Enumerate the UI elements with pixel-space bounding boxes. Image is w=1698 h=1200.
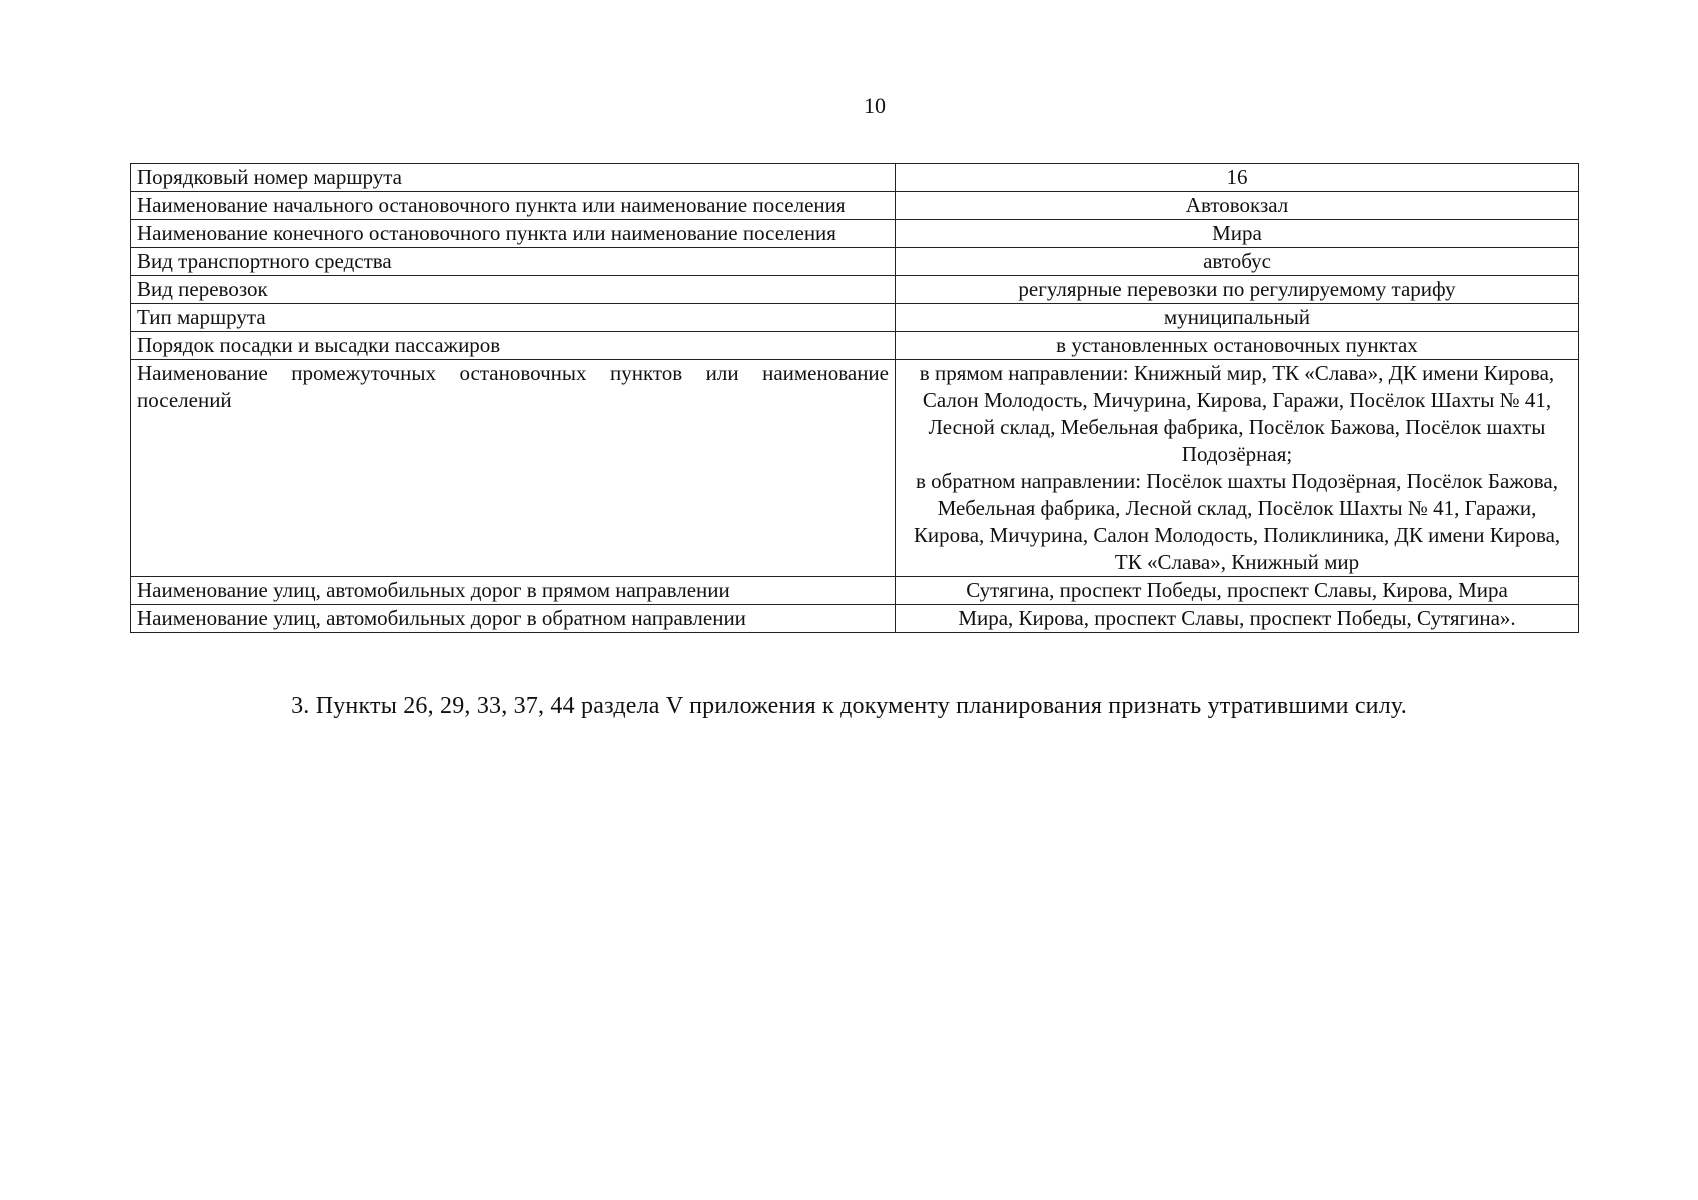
row-label-route-type: Тип маршрута xyxy=(131,304,896,332)
row-label-streets-reverse: Наименование улиц, автомобильных дорог в обратном направлении xyxy=(131,605,896,633)
row-value-route-type: муниципальный xyxy=(896,304,1579,332)
row-label-intermediate-stops: Наименование промежуточных остановочных пунктов или наименование поселений xyxy=(131,360,896,577)
row-label-streets-forward: Наименование улиц, автомобильных дорог в прямом направлении xyxy=(131,577,896,605)
table-row-streets-reverse xyxy=(131,605,1579,633)
route-passport-table xyxy=(130,163,1579,633)
row-label-route-number: Порядковый номер маршрута xyxy=(131,164,896,192)
row-value-transport-kind: регулярные перевозки по регулируемому тарифу xyxy=(896,276,1579,304)
table-row-intermediate-stops xyxy=(131,360,1579,577)
row-label-start-stop: Наименование начального остановочного пункта или наименование поселения xyxy=(131,192,896,220)
row-label-end-stop: Наименование конечного остановочного пункта или наименование поселения xyxy=(131,220,896,248)
intermediate-stops-forward: в прямом направлении: Книжный мир, ТК «Слава», ДК имени Кирова, Салон Молодость, Мичурина, Кирова, Гаражи, Посёлок Шахты № 41, Лесной склад, Мебельная фабрика, Посёлок Бажова, Посёлок шахты Подозёрная; xyxy=(919,361,1555,466)
table-row-boarding-order xyxy=(131,332,1579,360)
row-label-boarding-order: Порядок посадки и высадки пассажиров xyxy=(131,332,896,360)
row-value-end-stop: Мира xyxy=(896,220,1579,248)
intermediate-stops-reverse: в обратном направлении: Посёлок шахты Подозёрная, Посёлок Бажова, Мебельная фабрика, Лесной склад, Посёлок Шахты № 41, Гаражи, Кирова, Мичурина, Салон Молодость, Поликлиника, ДК имени Кирова, ТК «Слава», Книжный мир xyxy=(913,469,1561,574)
row-value-start-stop: Автовокзал xyxy=(896,192,1579,220)
closing-paragraph: 3. Пункты 26, 29, 33, 37, 44 раздела V приложения к документу планирования признать утратившими силу. xyxy=(291,693,1407,719)
row-value-boarding-order: в установленных остановочных пунктах xyxy=(896,332,1579,360)
table-row-start-stop xyxy=(131,192,1579,220)
row-value-vehicle-type: автобус xyxy=(896,248,1579,276)
table-row-transport-kind xyxy=(131,276,1579,304)
table-row-route-type xyxy=(131,304,1579,332)
table-row-end-stop xyxy=(131,220,1579,248)
row-value-route-number: 16 xyxy=(896,164,1579,192)
row-value-intermediate-stops xyxy=(896,360,1579,577)
table-row-route-number xyxy=(131,164,1579,192)
page-number: 10 xyxy=(864,93,886,118)
row-label-transport-kind: Вид перевозок xyxy=(131,276,896,304)
row-value-streets-reverse: Мира, Кирова, проспект Славы, проспект Победы, Сутягина». xyxy=(896,605,1579,633)
table-row-streets-forward xyxy=(131,577,1579,605)
row-label-vehicle-type: Вид транспортного средства xyxy=(131,248,896,276)
row-value-streets-forward: Сутягина, проспект Победы, проспект Славы, Кирова, Мира xyxy=(896,577,1579,605)
table-row-vehicle-type xyxy=(131,248,1579,276)
